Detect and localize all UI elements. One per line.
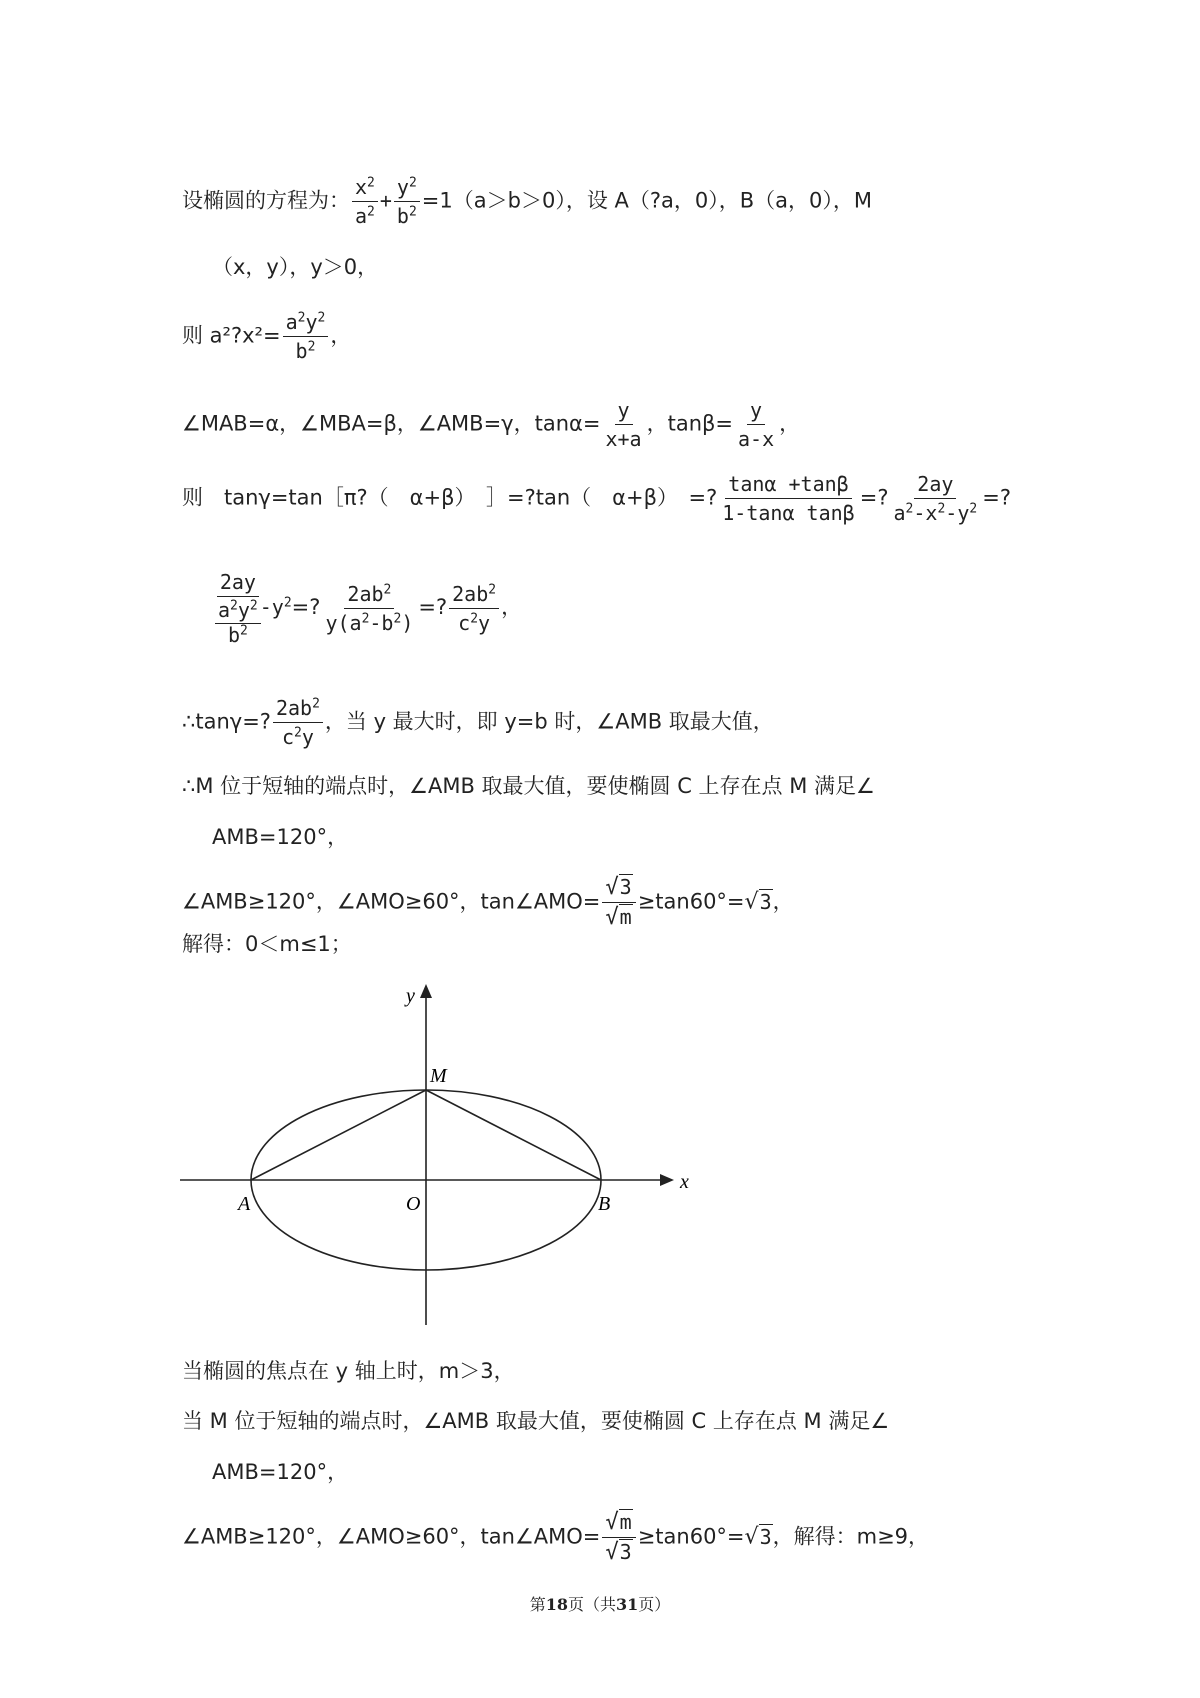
unknown-glyph: ?: [309, 595, 321, 619]
fraction-2ab2-y: $\frac{2ab^2}{y(a^2-b^2)}$: [325, 581, 414, 635]
unknown-glyph: ?: [230, 323, 243, 348]
fraction-tan-sum: $\frac{\tan\alpha +\tan\beta}{\text{1-tanα tanβ}}$: [722, 472, 855, 525]
label-A: A: [238, 1193, 251, 1215]
ellipse-figure: [180, 980, 700, 1330]
page-number: 18: [545, 1595, 568, 1614]
text: a，0），B（a，0），M: [661, 188, 872, 213]
equation-line-4: ∠MAB=α，∠MBA=β，∠AMB=γ，tanα= $\frac{y}{x+a}$ ，tanβ= $\frac{y}{a-x}$ ，: [182, 398, 801, 451]
label-M: M: [430, 1065, 447, 1087]
fraction-sqrtm-sqrt3: $\frac{√m}{√3}$: [602, 1510, 635, 1565]
segment-AM: [251, 1090, 426, 1180]
text-line-8: ∴M 位于短轴的端点时，∠AMB 取最大值，要使椭圆 C 上存在点 M 满足∠: [182, 774, 875, 798]
label-B: B: [598, 1193, 611, 1215]
text-line-13: 当 M 位于短轴的端点时，∠AMB 取最大值，要使椭圆 C 上存在点 M 满足∠: [182, 1409, 890, 1433]
fraction-tan-gamma: $\frac{2ab^2}{c^2y}$: [273, 696, 323, 749]
equation-line-5: 则 tanγ=tan［π?（ α+β） ］=?tan（ α+β） =? $\frac{\tan\alpha +\tan\beta}{\text{1-tanα tanβ}}$ =? $\frac{2ay}{a^2-x^2-y^2}$ =?: [182, 472, 1011, 525]
label-y: y: [406, 985, 415, 1007]
unknown-glyph: ?: [356, 485, 368, 510]
equation-line-3: 则 a²?x²= $\frac{a^2y^2}{b^2}$ ，: [182, 310, 352, 363]
text-line-9: AMB=120°，: [212, 825, 349, 849]
fraction-tan-beta: $\frac{y}{a-x}$: [738, 398, 775, 451]
equation-line-15: ∠AMB≥120°，∠AMO≥60°，tan∠AMO= $\frac{√m}{√3}$ ≥tan60°=√3，解得：m≥9，: [182, 1510, 930, 1565]
text: =1（a＞b＞0），设 A（: [421, 188, 650, 213]
equation-line-1: 设椭圆的方程为： $\frac{x^2}{a^2}$ + $\frac{y^2}{b^2}$ =1（a＞b＞0），设 A（?a，0），B（a，0），M: [182, 175, 872, 228]
x-axis-arrow: [660, 1174, 674, 1186]
unknown-glyph: ?: [524, 485, 536, 510]
y-axis-arrow: [420, 984, 432, 998]
fraction-a2y2-b2: $\frac{a^2y^2}{b^2}$: [283, 310, 329, 363]
unknown-glyph: ?: [999, 485, 1011, 510]
fraction-2ay: $\frac{2ay}{a^2-x^2-y^2}$: [893, 472, 978, 525]
segment-MB: [426, 1090, 601, 1180]
text-line-12: 当椭圆的焦点在 y 轴上时，m＞3，: [182, 1359, 515, 1383]
fraction-tan-alpha: $\frac{y}{x+a}$: [605, 398, 642, 451]
text-line-2: （x，y），y＞0，: [212, 255, 379, 279]
fraction-2ab2-c2y: $\frac{2ab^2}{c^2y}$: [449, 582, 499, 635]
page-total: 31: [616, 1595, 639, 1614]
fraction-x2-a2: $\frac{x^2}{a^2}$: [352, 175, 378, 228]
equation-line-10: ∠AMB≥120°，∠AMO≥60°，tan∠AMO= $\frac{√3}{√m}$ ≥tan60°=√3，: [182, 875, 794, 930]
unknown-glyph: ?: [259, 709, 271, 734]
fraction-2ay-complex: 2ay $a^2y^2$ $b^2$: [212, 570, 264, 646]
text-line-11: 解得：0＜m≤1；: [182, 932, 352, 956]
fraction-y2-b2: $\frac{y^2}{b^2}$: [394, 175, 420, 228]
page-footer: 第18页（共31页）: [529, 1595, 671, 1614]
unknown-glyph: ?: [706, 485, 718, 510]
equation-line-7: ∴tanγ=? $\frac{2ab^2}{c^2y}$ ，当 y 最大时，即 y=b 时，∠AMB 取最大值，: [182, 696, 774, 749]
label-O: O: [406, 1193, 421, 1215]
text-line-14: AMB=120°，: [212, 1460, 349, 1484]
unknown-glyph: ?: [649, 188, 662, 213]
unknown-glyph: ?: [435, 595, 448, 619]
fraction-sqrt3-sqrtm: $\frac{√3}{√m}$: [602, 875, 635, 930]
unknown-glyph: ?: [877, 485, 889, 510]
label-x: x: [680, 1171, 689, 1193]
text: 设椭圆的方程为：: [182, 188, 350, 213]
equation-line-6: 2ay $a^2y^2$ $b^2$ $-y^2=$? $\frac{2ab^2}{y(a^2-b^2)}$ =? $\frac{2ab^2}{c^2y}$ ，: [210, 570, 522, 646]
